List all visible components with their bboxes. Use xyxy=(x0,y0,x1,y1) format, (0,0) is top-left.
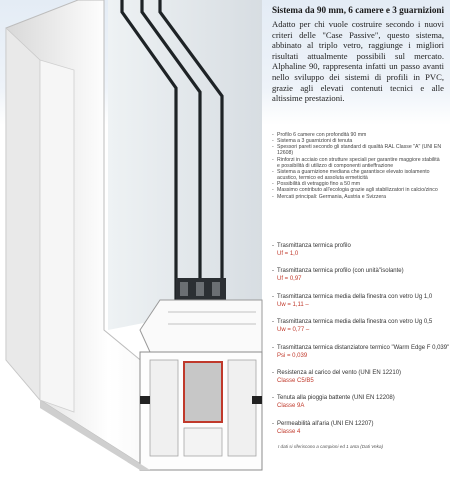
steel-reinforcement xyxy=(184,362,222,422)
spec-label: - Permeabilità all'aria (UNI EN 12207) xyxy=(272,420,444,428)
spec-item xyxy=(272,344,450,360)
spec-label: - Trasmittanza termica media della finestra con vetro Ug 0,5 xyxy=(272,318,444,326)
feature-item: - Sistema a 3 guarnizioni di tenuta xyxy=(272,138,442,144)
feature-list xyxy=(272,132,442,200)
spec-item xyxy=(272,242,444,258)
spec-value: Uw = 1,11 – xyxy=(277,301,309,308)
frame-side xyxy=(6,28,40,400)
feature-item: - Spessori pareti secondo gli standard di qualità RAL Classe "A" (UNI EN 12608) xyxy=(272,144,442,156)
spec-label: - Trasmittanza termica media della finestra con vetro Ug 1,0 xyxy=(272,293,444,301)
spec-item xyxy=(272,318,444,334)
headline: Sistema da 90 mm, 6 camere e 3 guarnizioni xyxy=(272,5,445,15)
spec-item xyxy=(272,293,444,309)
spec-label: - Resistenza al carico del vento (UNI EN 12210) xyxy=(272,369,444,377)
feature-item: - Massimo contributo all'ecologia grazie agli stabilizzatori in calcio/zinco xyxy=(272,187,442,193)
spec-value: Classe 9A xyxy=(277,403,305,410)
spec-list xyxy=(272,242,450,445)
spec-value: Uf = 0,97 xyxy=(277,276,302,283)
spec-value: Classe 4 xyxy=(277,428,301,435)
spec-label: - Tenuta alla pioggia battente (UNI EN 12208) xyxy=(272,394,444,402)
feature-item: - Rinforzi in acciaio con strutture speciali per garantire maggiore stabilità e possibilità di utilizzo di componenti antieffrazione xyxy=(272,157,442,169)
sash-profile xyxy=(140,300,262,352)
feature-item: - Possibilità di vetraggio fino a 50 mm xyxy=(272,181,442,187)
spec-label: - Trasmittanza termica distanziatore termico "Warm Edge F 0,039" xyxy=(272,344,444,352)
footnote: I dati si riferiscono a campioni ed 1 anta (Dati Veka) xyxy=(278,444,384,449)
spec-label: - Trasmittanza termica profilo (con unità"isolante) xyxy=(272,267,444,275)
intro-paragraph: Adatto per chi vuole costruire secondo i nuovi criteri delle "Case Passive", questo sistema, abbinato al triplo vetro, raggiunge i migliori risultati attualmente possibili sul mercato. Alphaline 90, rappresenta infatti un passo avanti nello sviluppo dei sistemi di profili in PVC, grazie agli elevati contenuti tecnici e alle altissime prestazioni. xyxy=(272,19,444,104)
spec-item xyxy=(272,267,444,283)
spec-value: Uf = 1,0 xyxy=(277,251,299,257)
spec-label: - Trasmittanza termica profilo xyxy=(272,242,444,250)
spec-item xyxy=(272,369,444,385)
spec-value: Uw = 0,77 – xyxy=(277,327,310,334)
spec-item xyxy=(272,394,444,410)
feature-item: - Profilo 6 camere con profondità 90 mm xyxy=(272,132,442,138)
frame-inner-face xyxy=(40,60,74,412)
feature-item: - Mercati principali: Germania, Austria e Svizzera xyxy=(272,194,442,200)
feature-item: - Sistema a guarnizione mediana che garantisce elevato isolamento acustico, termico ed assoluta ermeticità xyxy=(272,169,442,181)
spec-value: Classe C5/B5 xyxy=(277,377,314,384)
spec-item xyxy=(272,420,444,436)
spec-value: Psi = 0,039 xyxy=(277,352,308,359)
